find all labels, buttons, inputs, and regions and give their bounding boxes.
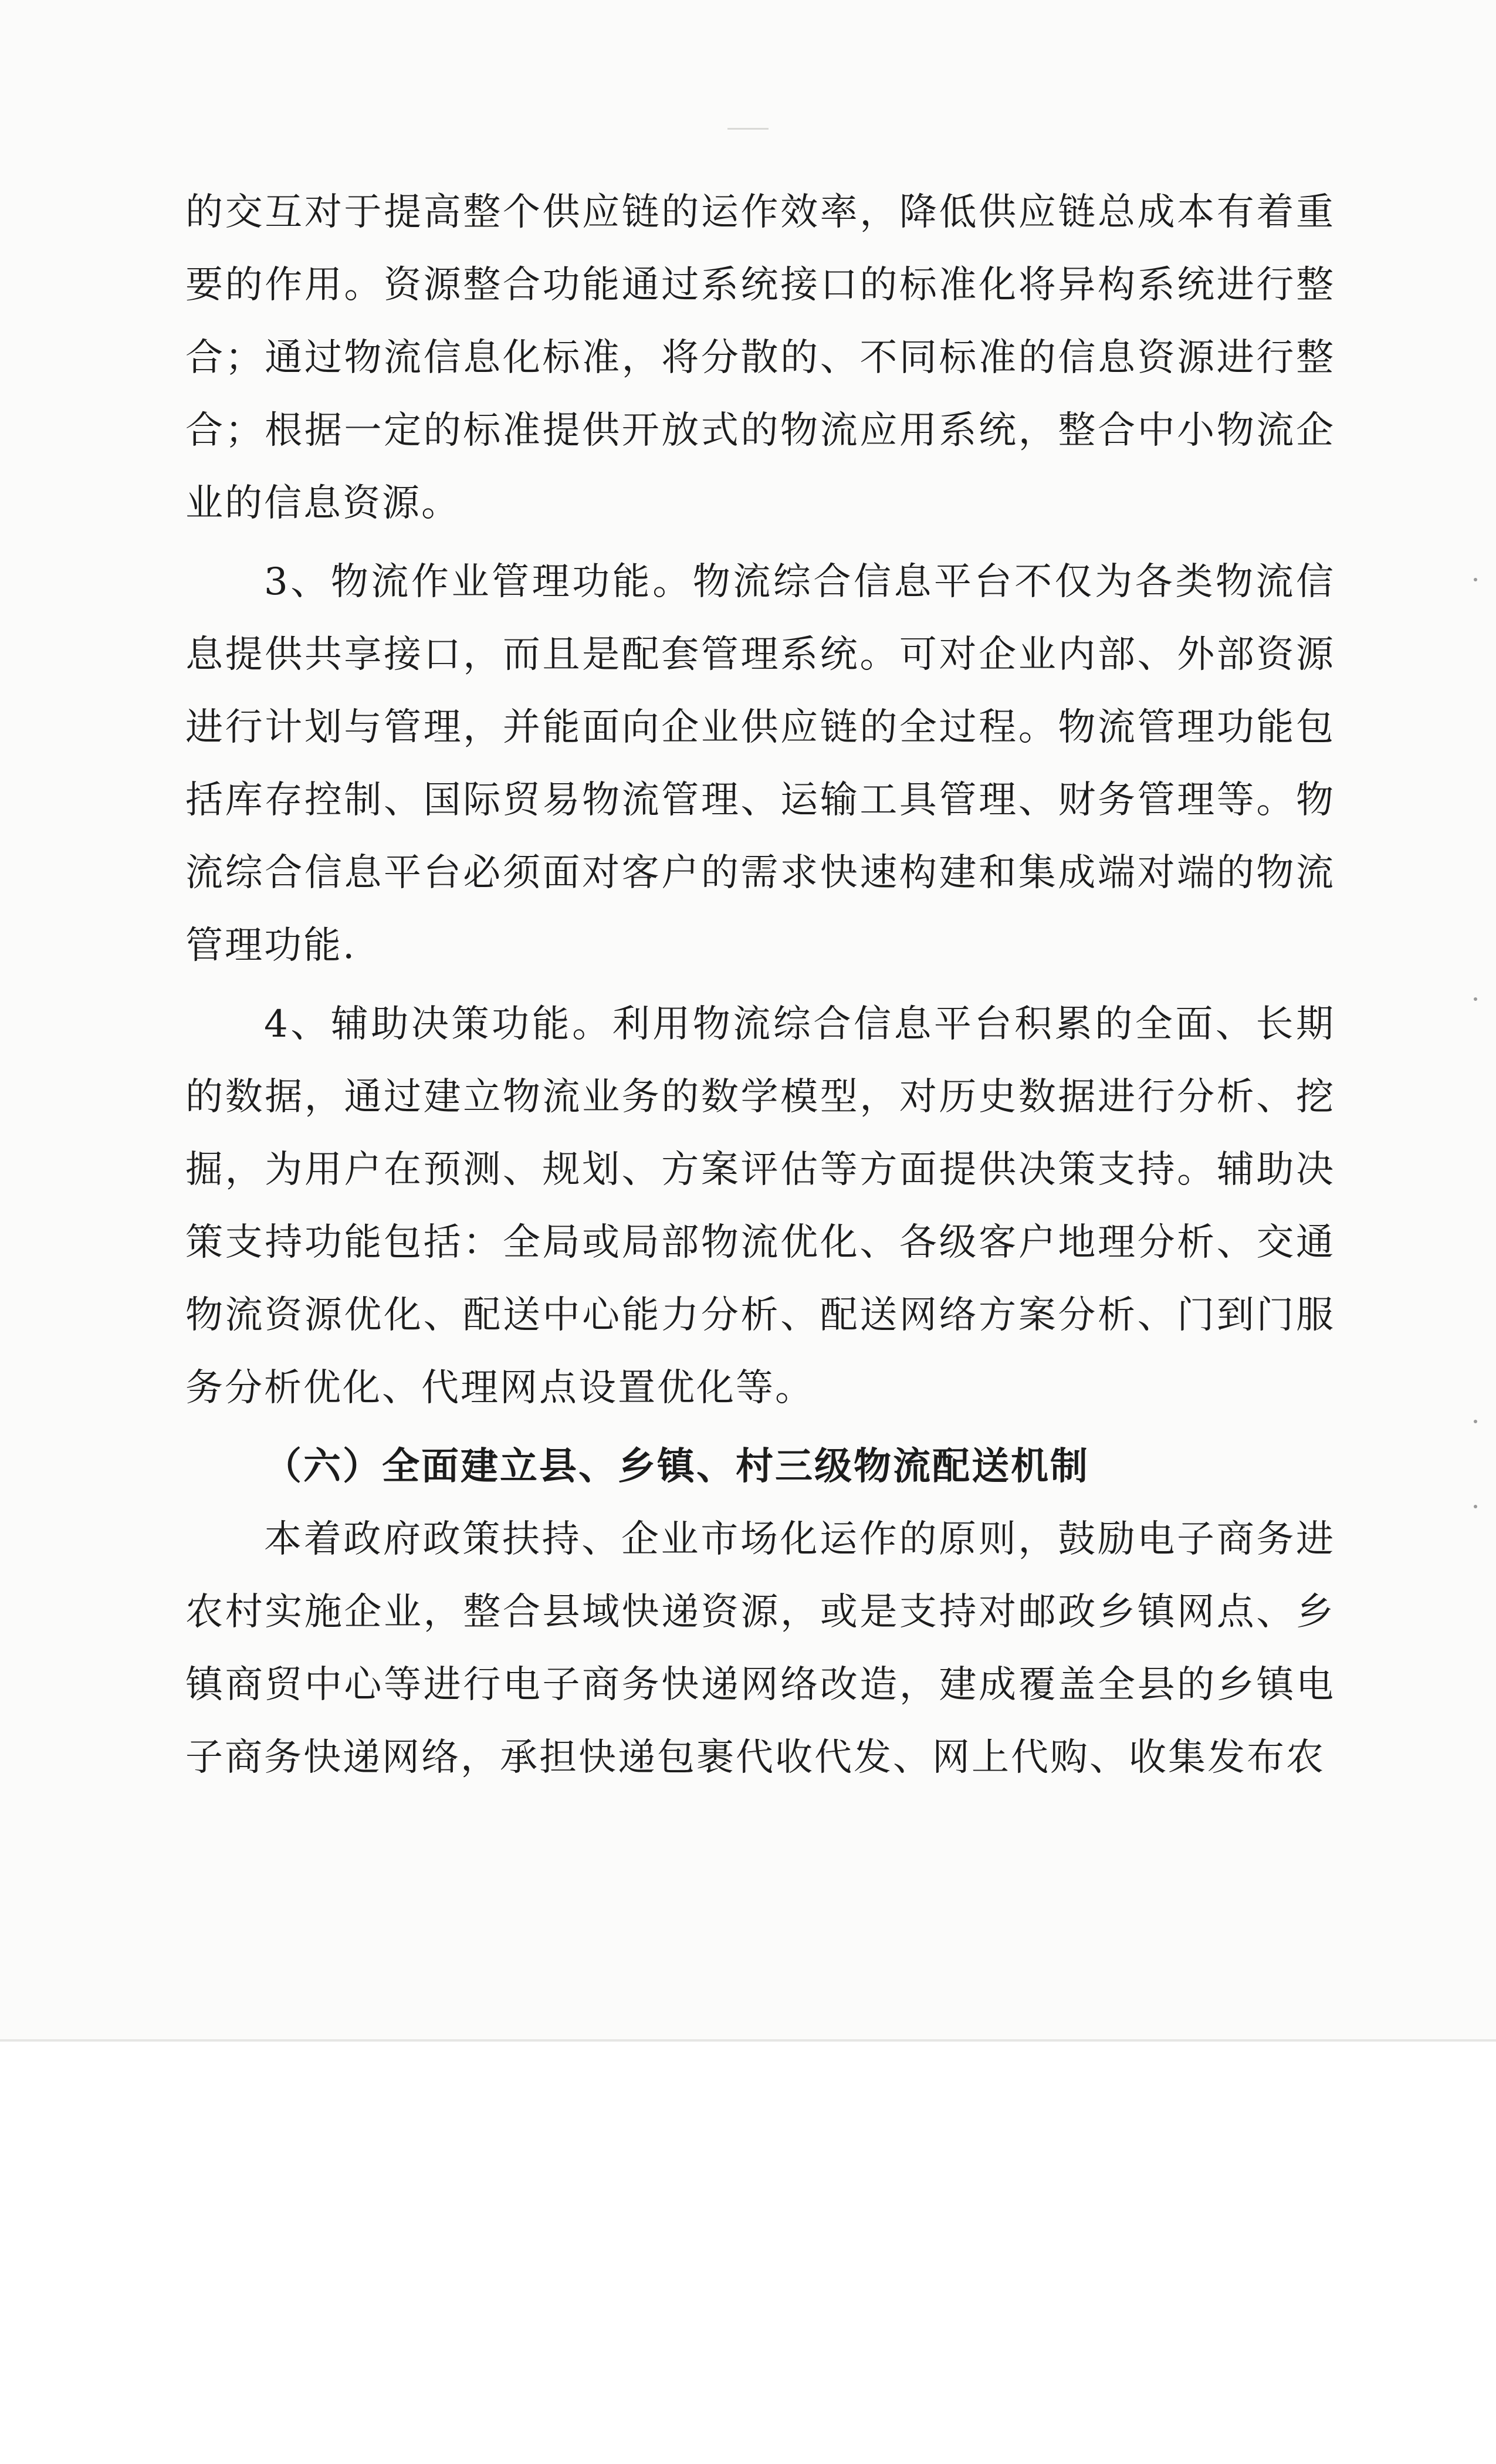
blank-margin <box>0 2042 1496 2464</box>
paragraph-delivery-mechanism: 本着政府政策扶持、企业市场化运作的原则，鼓励电子商务进农村实施企业，整合县域快递资源，或是支持对邮政乡镇网点、乡镇商贸中心等进行电子商务快递网络改造，建成覆盖全县的乡镇电子商务快递网络，承担快递包裹代收代发、网上代购、收集发布农 <box>185 1518 1335 1779</box>
section-heading: （六）全面建立县、乡镇、村三级物流配送机制 <box>264 1445 1089 1488</box>
paragraph-logistics-operation-management: 3、物流作业管理功能。物流综合信息平台不仅为各类物流信息提供共享接口，而且是配套管理系统。可对企业内部、外部资源进行计划与管理，并能面向企业供应链的全过程。物流管理功能包括库存控制、国际贸易物流管理、运输工具管理、财务管理等。物流综合信息平台必须面对客户的需求快速构建和集成端对端的物流管理功能. <box>185 560 1335 967</box>
scan-speck <box>1474 1420 1477 1423</box>
paragraph-resource-integration: 的交互对于提高整个供应链的运作效率，降低供应链总成本有着重要的作用。资源整合功能通过系统接口的标准化将异构系统进行整合；通过物流信息化标准，将分散的、不同标准的信息资源进行整合；根据一定的标准提供开放式的物流应用系统，整合中小物流企业的信息资源。 <box>185 191 1335 525</box>
scan-speck <box>1474 578 1477 581</box>
paragraph-decision-support: 4、辅助决策功能。利用物流综合信息平台积累的全面、长期的数据，通过建立物流业务的数学模型，对历史数据进行分析、挖掘，为用户在预测、规划、方案评估等方面提供决策支持。辅助决策支持功能包括：全局或局部物流优化、各级客户地理分析、交通物流资源优化、配送中心能力分析、配送网络方案分析、门到门服务分析优化、代理网点设置优化等。 <box>185 1003 1335 1410</box>
scan-speck <box>1474 997 1477 1001</box>
scan-artifact-line <box>727 128 769 130</box>
scan-speck <box>1474 1505 1477 1508</box>
document-body <box>185 176 1335 1794</box>
